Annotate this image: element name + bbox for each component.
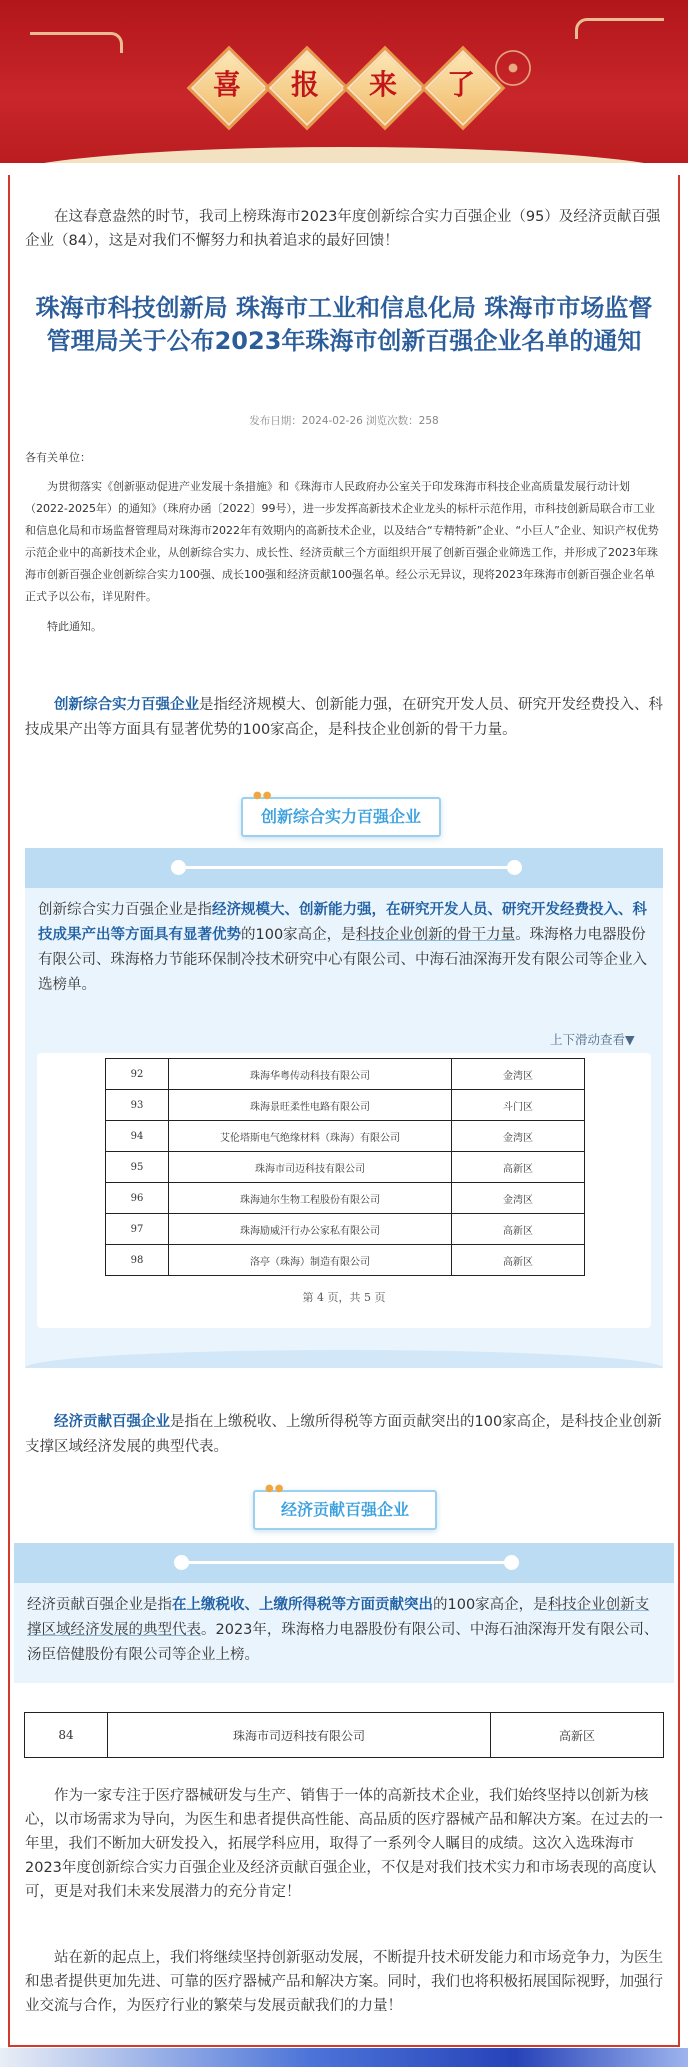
banner-title — [196, 55, 506, 125]
section2-tag-label: 经济贡献百强企业 — [280, 1500, 409, 1519]
banner-diamond — [352, 55, 414, 117]
banner-char: 了 — [446, 68, 475, 101]
table-row: 92 珠海华粤传动科技有限公司 金湾区 — [106, 1059, 585, 1090]
section1-tag: ●● 创新综合实力百强企业 — [241, 797, 441, 837]
closing-paragraph-2: 站在新的起点上，我们将继续坚持创新驱动发展，不断提升技术研发能力和市场竞争力，为医生和患者提供更加先进、可靠的医疗器械产品和解决方案。同时，我们也将积极拓展国际视野，加强行业交流与合作，为医疗行业的繁荣与发展贡献我们的力量！ — [25, 1950, 663, 2014]
banner-diamond — [274, 55, 336, 117]
ranking-row-table — [24, 1712, 664, 1758]
notice-body: 为贯彻落实《创新驱动促进产业发展十条措施》和《珠海市人民政府办公室关于印发珠海市科技企业高质量发展行动计划（2022-2025年）的通知》（珠府办函〔2022〕99号），进一步发挥高新技术企业龙头的标杆示范作用，市科技创新局联合市工业和信息化局和市场监督管理局对珠海市2022年有效期内的高新技术企业，以及结合“专精特新”企业、“小巨人”企业、知识产权优势示范企业中的高新技术企业，从创新综合实力、成长性、经济贡献三个方面组织开展了创新百强企业筛选工作，并形成了2023年珠海市创新百强企业创新综合实力100强、成长100强和经济贡献100强名单。经公示无异议，现将2023年珠海市创新百强企业名单正式予以公布，详见附件。 — [25, 480, 659, 603]
table-row: 94 艾伦塔斯电气绝缘材料（珠海）有限公司 金湾区 — [106, 1121, 585, 1152]
notice-meta: 发布日期：2024-02-26 浏览次数：258 — [249, 415, 439, 427]
section1-lead: 创新综合实力百强企业是指经济规模大、创新能力强，在研究开发人员、研究开发经费投入、科技成果产出等方面具有显著优势的100家高企，是科技企业创新的骨干力量。 — [25, 697, 663, 738]
table-row: 98 洛亭（珠海）制造有限公司 高新区 — [106, 1245, 585, 1276]
section2-description: 经济贡献百强企业是指在上缴税收、上缴所得税等方面贡献突出的100家高企，是科技企业创新支撑区域经济发展的典型代表。2023年，珠海格力电器股份有限公司、中海石油深海开发有限公司、汤臣倍健股份有限公司等企业上榜。 — [27, 1597, 659, 1663]
scroll-hint[interactable]: 上下滑动查看▼ — [550, 1032, 635, 1047]
banner-diamond — [430, 55, 492, 117]
cloud-decoration-left — [30, 32, 123, 53]
section2-tag: ●● 经济贡献百强企业 — [253, 1490, 437, 1530]
banner-char: 报 — [290, 68, 319, 101]
intro-paragraph: 在这春意盎然的时节，我司上榜珠海市2023年度创新综合实力百强企业（95）及经济贡献百强企业（84），这是对我们不懈努力和执着追求的最好回馈！ — [25, 209, 661, 249]
notice-closing: 特此通知。 — [47, 620, 102, 633]
cloud-decoration-right — [575, 18, 664, 39]
footer-band — [0, 2048, 688, 2067]
notice-greeting: 各有关单位： — [25, 451, 91, 464]
section2-panel — [14, 1543, 674, 1683]
closing-paragraph-1: 作为一家专注于医疗器械研发与生产、销售于一体的高新技术企业，我们始终坚持以创新为核心，以市场需求为导向，为医生和患者提供高性能、高品质的医疗器械产品和解决方案。在过去的一年里，我们不断加大研发投入，拓展学科应用，取得了一系列令人瞩目的成绩。这次入选珠海市2023年度创新综合实力百强企业及经济贡献百强企业，不仅是对我们技术实力和市场表现的高度认可，更是对我们未来发展潜力的充分肯定！ — [25, 1788, 663, 1900]
ranking-table — [105, 1058, 585, 1276]
banner-diamond — [196, 55, 258, 117]
table-row: 96 珠海迪尔生物工程股份有限公司 金湾区 — [106, 1183, 585, 1214]
section1-tag-label: 创新综合实力百强企业 — [260, 807, 421, 826]
ranking-table-card[interactable] — [37, 1053, 651, 1328]
banner-char: 来 — [368, 68, 397, 101]
header-banner — [0, 0, 688, 175]
table-row: 95 珠海市司迈科技有限公司 高新区 — [106, 1152, 585, 1183]
section2-lead: 经济贡献百强企业是指在上缴税收、上缴所得税等方面贡献突出的100家高企，是科技企业创新支撑区域经济发展的典型代表。 — [25, 1414, 662, 1455]
notice-title: 珠海市科技创新局 珠海市工业和信息化局 珠海市市场监督管理局关于公布2023年珠海市创新百强企业名单的通知 — [35, 294, 653, 355]
table-row: 84 珠海市司迈科技有限公司 高新区 — [25, 1713, 664, 1758]
section1-panel — [25, 848, 663, 1368]
table-page-info: 第 4 页，共 5 页 — [302, 1291, 386, 1304]
table-row: 93 珠海景旺柔性电路有限公司 斗门区 — [106, 1090, 585, 1121]
section1-description: 创新综合实力百强企业是指经济规模大、创新能力强，在研究开发人员、研究开发经费投入、科技成果产出等方面具有显著优势的100家高企，是科技企业创新的骨干力量。珠海格力电器股份有限公司、珠海格力节能环保制冷技术研究中心有限公司、中海石油深海开发有限公司等企业入选榜单。 — [38, 902, 647, 993]
banner-char: 喜 — [212, 68, 241, 101]
table-row: 97 珠海励威汗行办公家私有限公司 高新区 — [106, 1214, 585, 1245]
